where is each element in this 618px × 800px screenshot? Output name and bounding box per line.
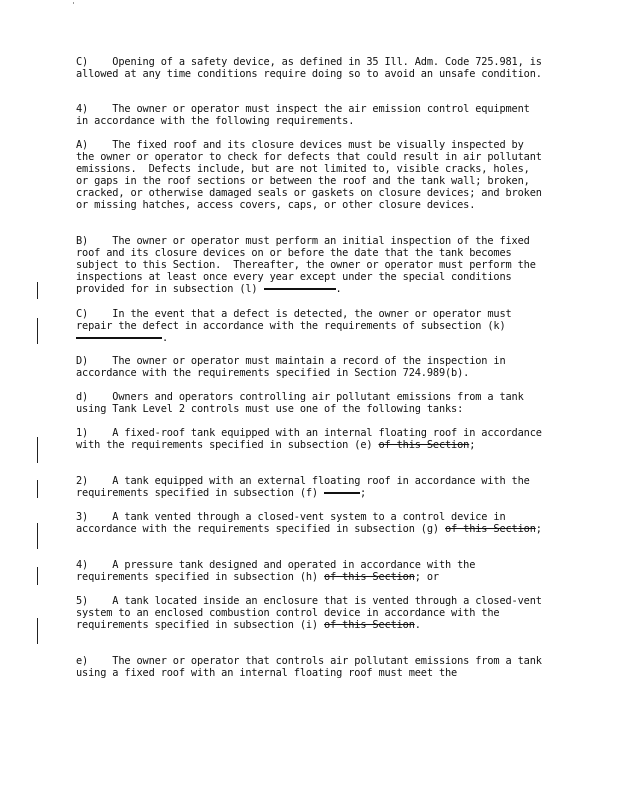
- paragraph-d5: 5) A tank located inside an enclosure that is vented through a closed-vent system to an enclosed combustion control device in accordance with the requirements specified in subsection (i) of this Section.: [76, 595, 548, 631]
- paragraph-4b: B) The owner or operator must perform an initial inspection of the fixed roof and its closure devices on or before the date that the tank becomes subject to this Section. Thereafter, the owner or operator must perform the inspections at least once every year except under the special conditions provided for in subsection (l) .: [76, 235, 542, 295]
- paragraph-4a: A) The fixed roof and its closure devices must be visually inspected by the owner or operator to check for defects that could result in air pollutant emissions. Defects include, but are not limited to, visible cracks, holes, or gaps in the roof sections or between the roof and the tank wall; broken, cracked, or otherwise damaged seals or gaskets on closure devices; and broken or missing hatches, access covers, caps, or other closure devices.: [76, 139, 548, 211]
- paragraph-e: e) The owner or operator that controls air pollutant emissions from a tank using a fixed roof with an internal floating roof must meet the: [76, 655, 548, 679]
- paragraph-d: d) Owners and operators controlling air pollutant emissions from a tank using Tank Level 2 controls must use one of the following tanks:: [76, 391, 530, 415]
- redaction-mark: [324, 492, 360, 494]
- revision-bar: [37, 282, 38, 299]
- paragraph-d3: 3) A tank vented through a closed-vent system to a control device in accordance with the requirements specified in subsection (g) of this Section;: [76, 511, 542, 535]
- paragraph-d1: 1) A fixed-roof tank equipped with an internal floating roof in accordance with the requirements specified in subsection (e) of this Section;: [76, 427, 548, 451]
- revision-bar: [37, 523, 38, 549]
- paragraph-4d: D) The owner or operator must maintain a record of the inspection in accordance with the requirements specified in Section 724.989(b).: [76, 355, 512, 379]
- revision-bar: [37, 618, 38, 644]
- revision-bar: [37, 318, 38, 344]
- paragraph-4c: C) In the event that a defect is detected, the owner or operator must repair the defect in accordance with the requirements of subsection (k) .: [76, 308, 518, 344]
- revision-bar: [37, 480, 38, 498]
- redaction-mark: [76, 337, 162, 339]
- paragraph-d2: 2) A tank equipped with an external floating roof in accordance with the requirements specified in subsection (f) ;: [76, 475, 536, 499]
- redaction-mark: [264, 288, 336, 290]
- revision-bar: [37, 567, 38, 585]
- scan-speck: [73, 2, 74, 4]
- paragraph-3c: C) Opening of a safety device, as defined in 35 Ill. Adm. Code 725.981, is allowed at any time conditions require doing so to avoid an unsafe condition.: [76, 56, 548, 80]
- paragraph-4: 4) The owner or operator must inspect the air emission control equipment in accordance with the following requirements.: [76, 103, 536, 127]
- paragraph-d4: 4) A pressure tank designed and operated in accordance with the requirements specified in subsection (h) of this Section; or: [76, 559, 482, 583]
- revision-bar: [37, 437, 38, 463]
